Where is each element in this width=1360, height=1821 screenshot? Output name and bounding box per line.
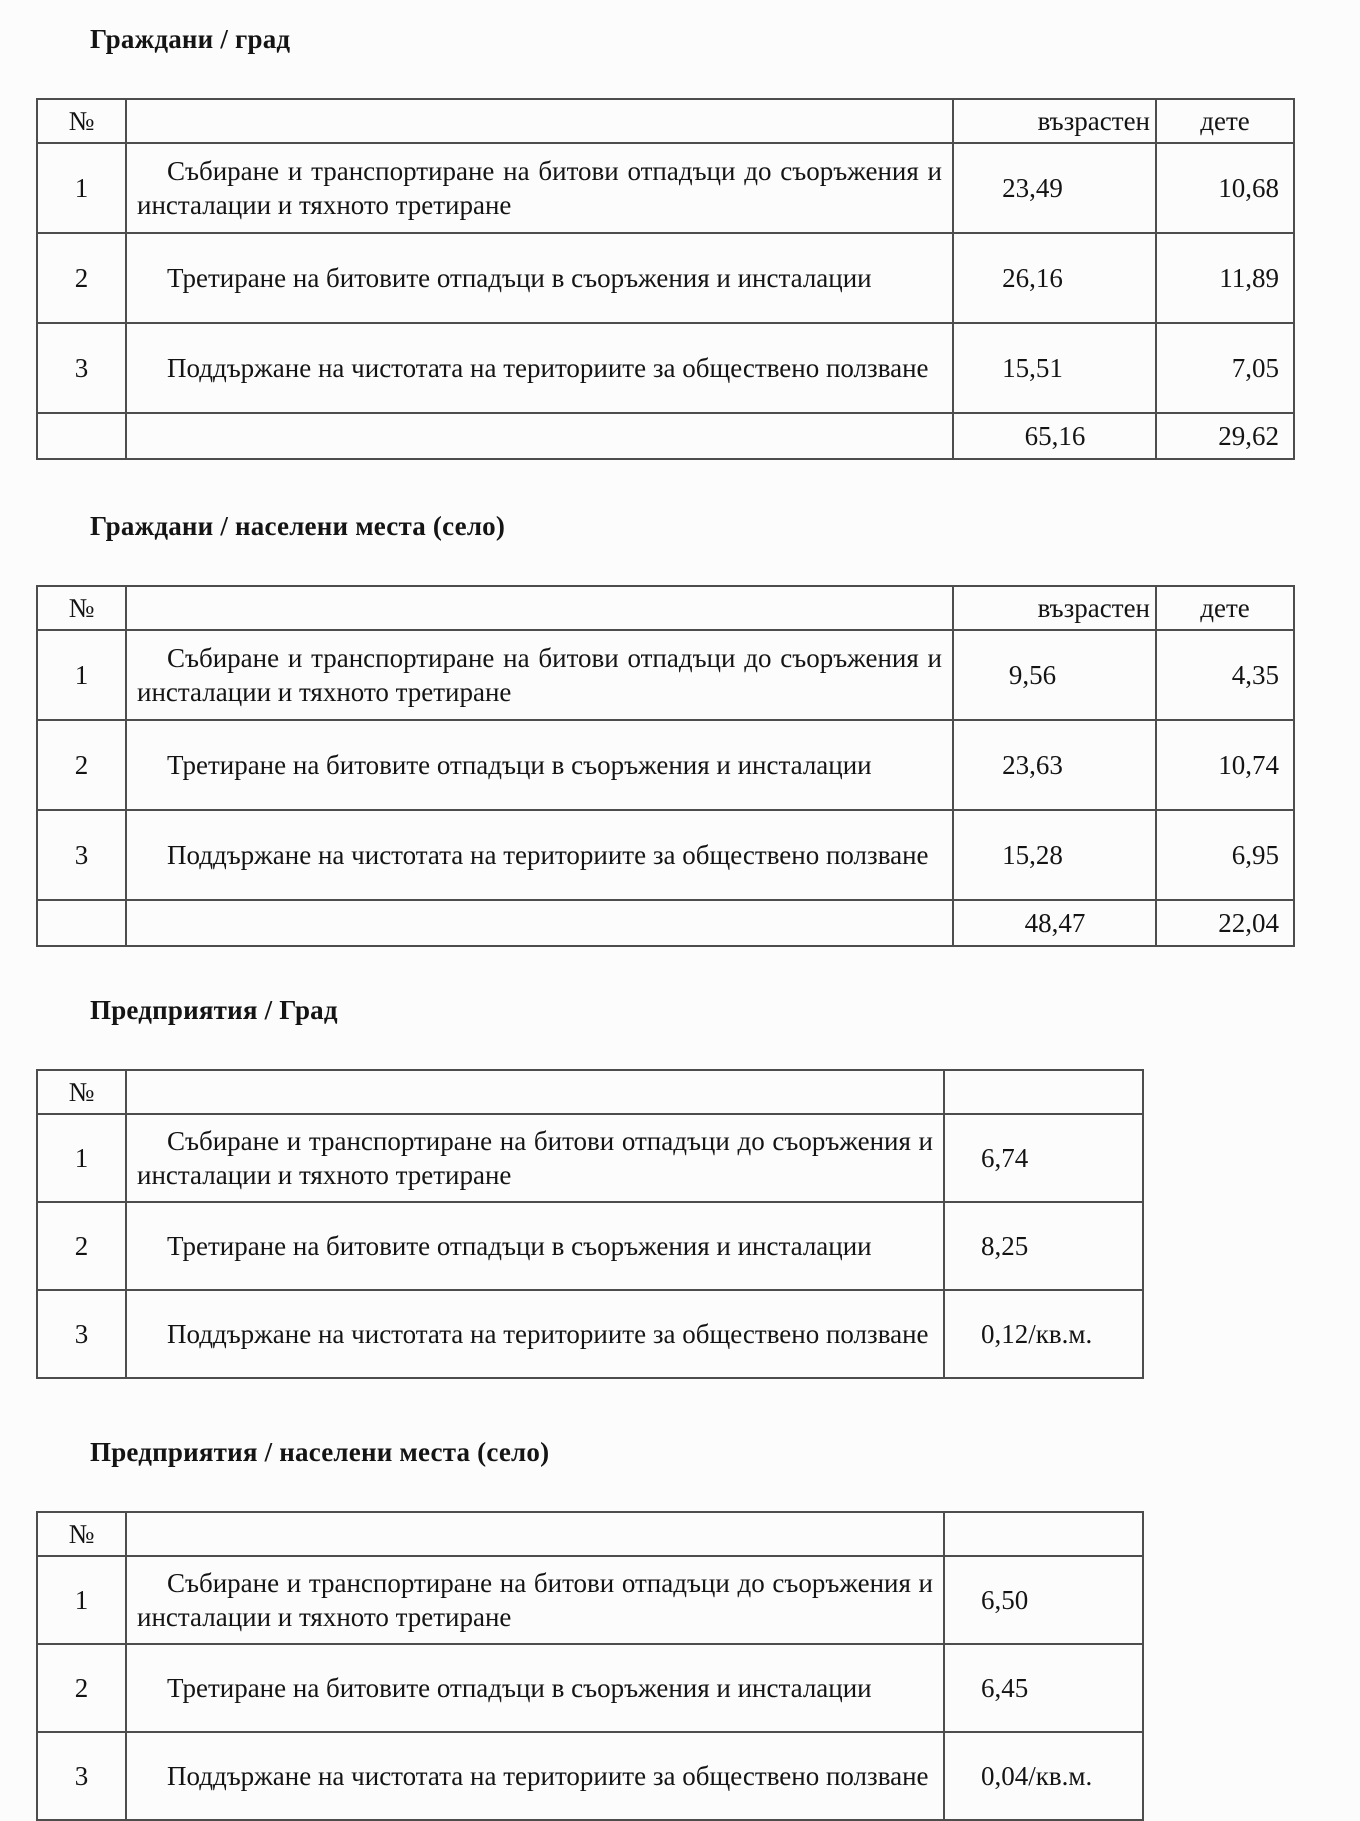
- service-description: Събиране и транспортиране на битови отпадъци до съоръжения и инсталации и тяхното третиране: [126, 1114, 944, 1202]
- service-description: Събиране и транспортиране на битови отпадъци до съоръжения и инсталации и тяхното третиране: [126, 1556, 944, 1644]
- total-empty-description: [126, 900, 953, 946]
- header-value: [944, 1070, 1143, 1114]
- service-description: Третиране на битовите отпадъци в съоръжения и инсталации: [126, 1202, 944, 1290]
- child-tariff: 10,74: [1156, 720, 1294, 810]
- tariff-value: 6,74: [944, 1114, 1143, 1202]
- service-description: Събиране и транспортиране на битови отпадъци до съоръжения и инсталации и тяхното третиране: [126, 143, 953, 233]
- tariff-value: 8,25: [944, 1202, 1143, 1290]
- child-tariff: 11,89: [1156, 233, 1294, 323]
- section-citizens-village: [0, 509, 1360, 947]
- table-citizens-village: [36, 585, 1295, 947]
- adult-tariff: 26,16: [953, 233, 1156, 323]
- header-child: дете: [1156, 99, 1294, 143]
- total-empty-description: [126, 413, 953, 459]
- section-title: Граждани / населени места (село): [90, 511, 506, 541]
- header-adult: възрастен: [953, 586, 1156, 630]
- table-row: [37, 1114, 1143, 1202]
- table-row: [37, 143, 1294, 233]
- row-number: 1: [37, 143, 126, 233]
- table-row: [37, 720, 1294, 810]
- row-number: 1: [37, 1114, 126, 1202]
- header-number: №: [37, 1070, 126, 1114]
- row-number: 3: [37, 810, 126, 900]
- tariff-value: 6,45: [944, 1644, 1143, 1732]
- header-child: дете: [1156, 586, 1294, 630]
- service-description: Поддържане на чистотата на териториите за обществено ползване: [126, 810, 953, 900]
- total-empty-number: [37, 413, 126, 459]
- header-number: №: [37, 99, 126, 143]
- child-tariff: 6,95: [1156, 810, 1294, 900]
- adult-tariff: 9,56: [953, 630, 1156, 720]
- child-tariff: 4,35: [1156, 630, 1294, 720]
- child-total: 29,62: [1156, 413, 1294, 459]
- child-tariff: 10,68: [1156, 143, 1294, 233]
- service-description: Третиране на битовите отпадъци в съоръжения и инсталации: [126, 1644, 944, 1732]
- table-header-row: [37, 1070, 1143, 1114]
- table-row: [37, 630, 1294, 720]
- section-title: Предприятия / Град: [90, 995, 338, 1025]
- section-enterprises-city: [0, 993, 1360, 1379]
- row-number: 2: [37, 1644, 126, 1732]
- service-description: Поддържане на чистотата на териториите за обществено ползване: [126, 323, 953, 413]
- header-number: №: [37, 586, 126, 630]
- adult-total: 48,47: [953, 900, 1156, 946]
- table-enterprises-city: [36, 1069, 1144, 1379]
- tariff-value: 0,04/кв.м.: [944, 1732, 1143, 1820]
- service-description: Поддържане на чистотата на териториите за обществено ползване: [126, 1732, 944, 1820]
- total-empty-number: [37, 900, 126, 946]
- table-header-row: [37, 586, 1294, 630]
- table-total-row: [37, 900, 1294, 946]
- service-description: Поддържане на чистотата на териториите за обществено ползване: [126, 1290, 944, 1378]
- table-row: [37, 1556, 1143, 1644]
- header-description: [126, 99, 953, 143]
- table-total-row: [37, 413, 1294, 459]
- header-adult: възрастен: [953, 99, 1156, 143]
- table-row: [37, 323, 1294, 413]
- row-number: 3: [37, 1290, 126, 1378]
- child-total: 22,04: [1156, 900, 1294, 946]
- table-header-row: [37, 99, 1294, 143]
- row-number: 2: [37, 233, 126, 323]
- adult-tariff: 23,49: [953, 143, 1156, 233]
- section-title: Граждани / град: [90, 24, 291, 54]
- row-number: 1: [37, 1556, 126, 1644]
- service-description: Третиране на битовите отпадъци в съоръжения и инсталации: [126, 233, 953, 323]
- header-description: [126, 1512, 944, 1556]
- tariff-value: 0,12/кв.м.: [944, 1290, 1143, 1378]
- adult-tariff: 23,63: [953, 720, 1156, 810]
- table-row: [37, 1290, 1143, 1378]
- table-row: [37, 1644, 1143, 1732]
- table-row: [37, 810, 1294, 900]
- row-number: 2: [37, 1202, 126, 1290]
- service-description: Третиране на битовите отпадъци в съоръжения и инсталации: [126, 720, 953, 810]
- table-header-row: [37, 1512, 1143, 1556]
- section-title: Предприятия / населени места (село): [90, 1437, 550, 1467]
- adult-total: 65,16: [953, 413, 1156, 459]
- row-number: 2: [37, 720, 126, 810]
- row-number: 3: [37, 1732, 126, 1820]
- table-enterprises-village: [36, 1511, 1144, 1821]
- tariff-value: 6,50: [944, 1556, 1143, 1644]
- section-enterprises-village: [0, 1435, 1360, 1821]
- child-tariff: 7,05: [1156, 323, 1294, 413]
- section-citizens-city: [0, 22, 1360, 460]
- header-description: [126, 586, 953, 630]
- table-row: [37, 1732, 1143, 1820]
- table-row: [37, 233, 1294, 323]
- header-number: №: [37, 1512, 126, 1556]
- adult-tariff: 15,51: [953, 323, 1156, 413]
- adult-tariff: 15,28: [953, 810, 1156, 900]
- header-description: [126, 1070, 944, 1114]
- table-citizens-city: [36, 98, 1295, 460]
- service-description: Събиране и транспортиране на битови отпадъци до съоръжения и инсталации и тяхното третиране: [126, 630, 953, 720]
- header-value: [944, 1512, 1143, 1556]
- row-number: 3: [37, 323, 126, 413]
- table-row: [37, 1202, 1143, 1290]
- row-number: 1: [37, 630, 126, 720]
